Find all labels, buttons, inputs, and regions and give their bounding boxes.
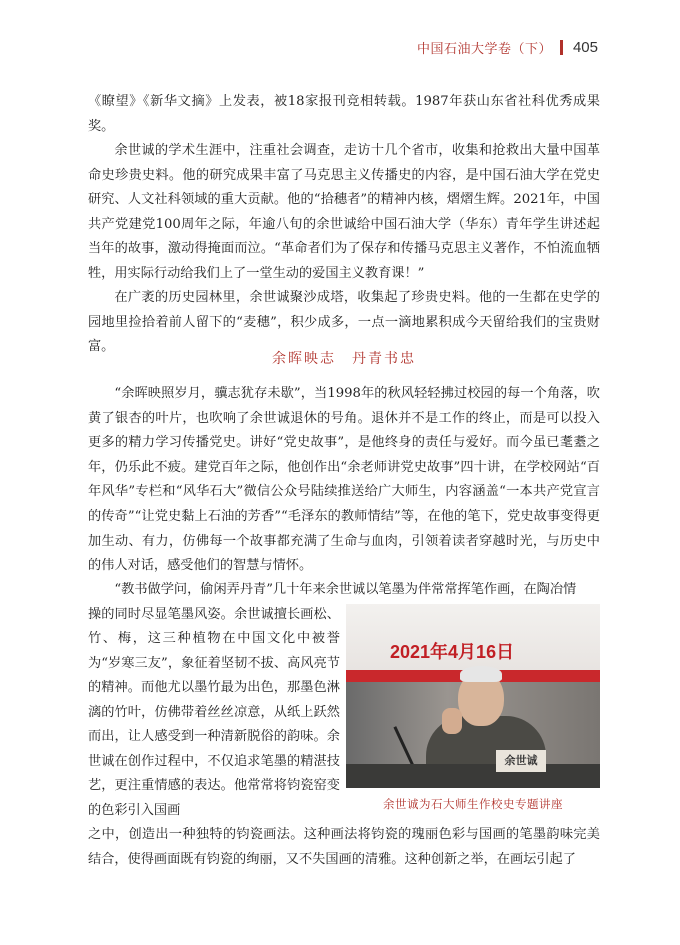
paragraph-5-rest: 之中，创造出一种独特的钧瓷画法。这种画法将钧瓷的瑰丽色彩与国画的笔墨韵味完美结合，使得画面既有钧瓷的绚丽，又不失国画的清雅。这种创新之举，在画坛引起了	[88, 827, 600, 867]
photo-screen	[346, 604, 600, 670]
paragraph-3: 在广袤的历史园林里，余世诚聚沙成塔，收集起了珍贵史料。他的一生都在史学的园地里捡拾着前人留下的“麦穗”，积少成多，一点一滴地累积成今天留给我们的宝贵财富。	[88, 290, 600, 354]
photo-caption: 余世诚为石大师生作校史专题讲座	[383, 797, 563, 811]
book-title: 中国石油大学卷（下）	[416, 42, 552, 57]
header-divider	[560, 40, 563, 55]
page-header	[417, 38, 598, 57]
photo-nameplate: 余世诚	[496, 750, 546, 772]
paragraph-4: “余晖映照岁月，骥志犹存未歇”，当1998年的秋风轻轻拂过校园的每一个角落，吹黄了银杏的叶片，也吹响了余世诚退休的号角。退休并不是工作的终止，而是可以投入更多的精力学习传播党史。讲好“党史故事”，是他终身的责任与爱好。而今虽已耄耋之年，仍乐此不疲。建党百年之际，他创作出“余老师讲党史故事”四十讲，在学校网站“百年风华”专栏和“风华石大”微信公众号陆续推送给广大师生，内容涵盖“一本共产党宣言的传奇”“让党史黏上石油的芳香”“毛泽东的教师情结”等，在他的笔下，党史故事变得更加生动、有力，仿佛每一个故事都充满了生命与血肉，引领着读者穿越时光，与历史中的伟人对话，感受他们的智慧与情怀。	[88, 386, 600, 574]
paragraph-5-first-line: “教书做学问，偷闲弄丹青”几十年来余世诚以笔墨为伴常常挥笔作画，在陶冶情	[114, 582, 577, 597]
photo-speaker-hand	[442, 708, 462, 734]
body-text	[88, 90, 600, 360]
paragraph-1: 《瞭望》《新华文摘》上发表，被18家报刊竞相转载。1987年获山东省社科优秀成果奖。	[88, 94, 600, 134]
section-paragraph-1	[88, 382, 600, 579]
photo-table	[346, 764, 600, 788]
page-number: 405	[572, 39, 598, 56]
section-heading: 余晖映志 丹青书忠	[272, 351, 416, 367]
paragraph-5-wrapped: 操的同时尽显笔墨风姿。余世诚擅长画松、竹、梅，这三种植物在中国文化中被誉为“岁寒三友”，象征着坚韧不拔、高风亮节的精神。而他尤以墨竹最为出色，那墨色淋漓的竹叶，仿佛带着丝丝凉意，从纸上跃然而出，让人感受到一种清新脱俗的韵味。余世诚在创作过程中，不仅追求笔墨的精湛技艺，更注重情感的表达。他常常将钧瓷窑变的色彩引入国画	[88, 606, 340, 818]
lecture-photo	[346, 604, 600, 788]
paragraph-2: 余世诚的学术生涯中，注重社会调查，走访十几个省市，收集和抢救出大量中国革命史珍贵史料。他的研究成果丰富了马克思主义传播史的内容，是中国石油大学在党史研究、人文社科领域的重大贡献。他的“拾穗者”的精神内核，熠熠生辉。2021年，中国共产党建党100周年之际，年逾八旬的余世诚给中国石油大学（华东）青年学生讲述起当年的故事，激动得掩面而泣。“革命者们为了保存和传播马克思主义著作，不怕流血牺牲，用实际行动给我们上了一堂生动的爱国主义教育课！”	[88, 143, 600, 281]
photo-speaker-hair	[460, 666, 502, 682]
photo-screen-date: 2021年4月16日	[390, 642, 515, 662]
